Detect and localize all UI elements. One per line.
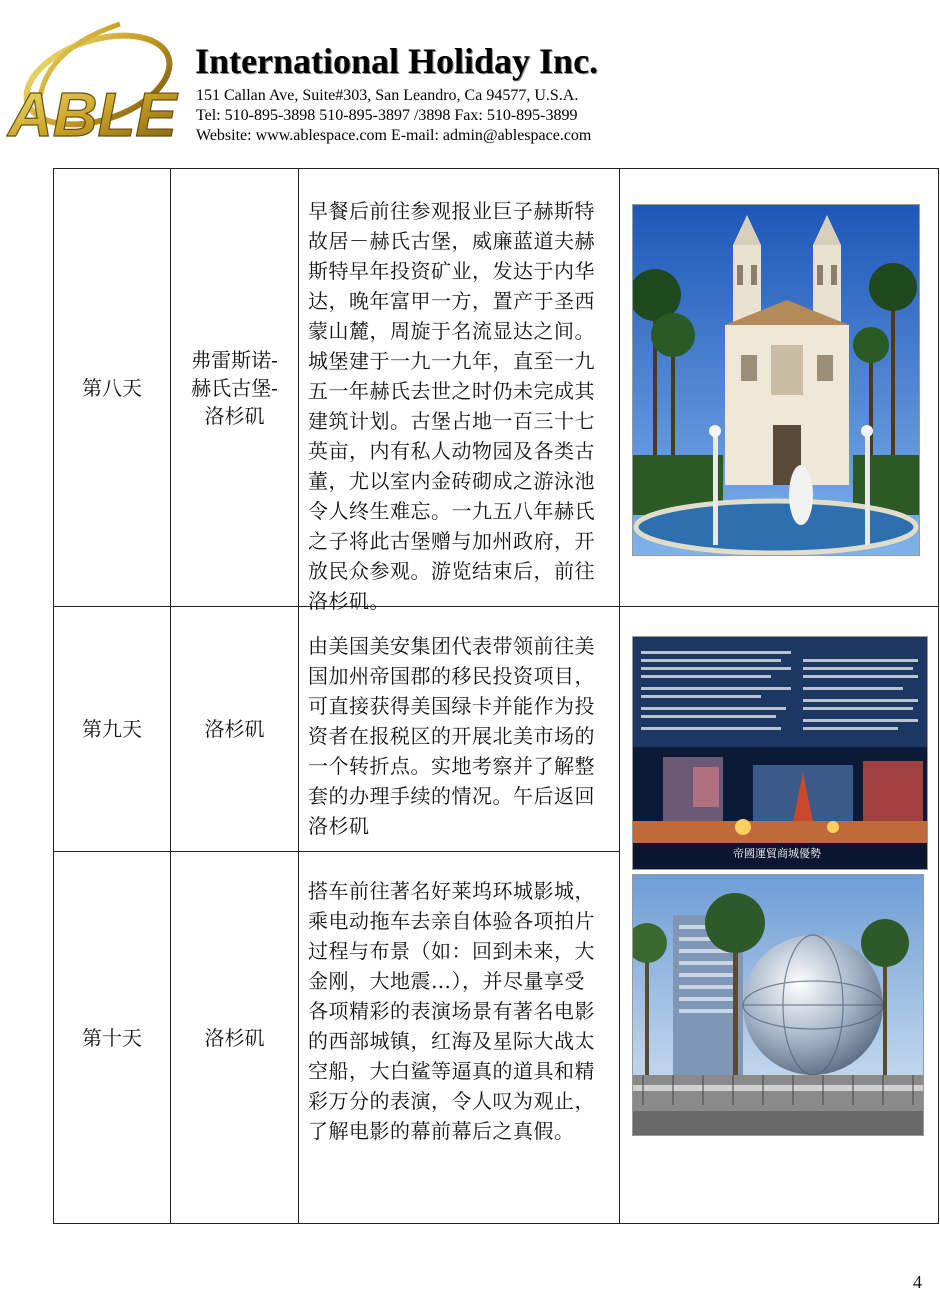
place-line: 洛杉矶 (204, 403, 265, 428)
description-line: 城堡建于一九一九年，直至一九 (308, 349, 595, 373)
day-label: 第十天 (82, 1025, 142, 1050)
place-label: 洛杉矶 (204, 1025, 265, 1050)
place-line: 弗雷斯诺- (191, 347, 278, 372)
day-description (308, 876, 613, 1146)
investment-brochure-photo (632, 636, 928, 870)
day-description (308, 196, 613, 616)
day-label: 第八天 (82, 375, 142, 400)
description-line: 了解电影的幕前幕后之真假。 (308, 1119, 575, 1143)
description-line: 令人终生难忘。一九五八年赫氏 (308, 499, 595, 523)
description-line: 空船，大白鲨等逼真的道具和精 (308, 1059, 595, 1083)
company-name: International Holiday Inc. (195, 41, 599, 81)
description-line: 之子将此古堡赠与加州政府，开 (308, 529, 595, 553)
column-divider (619, 168, 620, 1224)
description-line: 的西部城镇，红海及星际大战太 (308, 1029, 595, 1053)
description-line: 搭车前往著名好莱坞环城影城， (308, 879, 595, 903)
hearst-castle-photo (632, 204, 920, 556)
company-logo (0, 14, 186, 164)
description-line: 五一年赫氏去世之时仍未完成其 (308, 379, 595, 403)
description-line: 过程与布景（如：回到未来，大 (308, 939, 595, 963)
svg-text:ABLE: ABLE (8, 81, 177, 150)
description-line: 早餐后前往参观报业巨子赫斯特 (308, 199, 595, 223)
place-line: 赫氏古堡- (191, 375, 278, 400)
description-line: 彩万分的表演，令人叹为观止， (308, 1089, 595, 1113)
company-address: 151 Callan Ave, Suite#303, San Leandro, Ca 94577, U.S.A. (196, 87, 579, 104)
description-line: 洛杉矶 (308, 814, 370, 838)
description-line: 乘电动拖车去亲自体验各项拍片 (308, 909, 595, 933)
description-line: 董，尤以室内金砖砌成之游泳池 (308, 469, 595, 493)
description-line: 达，晚年富甲一方，置产于圣西 (308, 289, 595, 313)
description-line: 英亩，内有私人动物园及各类古 (308, 439, 595, 463)
day-label: 第九天 (82, 717, 142, 741)
company-phone: Tel: 510-895-3898 510-895-3897 /3898 Fax: 510-895-3899 (196, 107, 578, 124)
page-number: 4 (913, 1272, 922, 1292)
place-label: 洛杉矶 (204, 717, 265, 741)
description-line: 资者在报税区的开展北美市场的 (308, 724, 595, 748)
description-line: 由美国美安集团代表带领前往美 (308, 634, 595, 658)
company-website: Website: www.ablespace.com E-mail: admin@ablespace.com (196, 127, 592, 144)
description-line: 放民众参观。游览结束后，前往 (308, 559, 595, 583)
description-line: 可直接获得美国绿卡并能作为投 (308, 694, 595, 718)
place-label (171, 169, 298, 606)
universal-studios-globe-photo (632, 874, 924, 1136)
column-divider (298, 168, 299, 1224)
description-line: 套的办理手续的情况。午后返回 (308, 784, 595, 808)
day-description (308, 631, 613, 841)
description-line: 建筑计划。古堡占地一百三十七 (308, 409, 595, 433)
table-border (53, 1223, 939, 1224)
description-line: 国加州帝国郡的移民投资项目， (308, 664, 595, 688)
description-line: 斯特早年投资矿业，发达于内华 (308, 259, 595, 283)
table-border (938, 168, 939, 1224)
brochure-caption: 帝國運貿商城優勢 (733, 847, 821, 860)
description-line: 一个转折点。实地考察并了解整 (308, 754, 595, 778)
description-line: 故居－赫氏古堡，威廉蓝道夫赫 (308, 229, 595, 253)
description-line: 各项精彩的表演场景有著名电影 (308, 999, 595, 1023)
description-line: 蒙山麓，周旋于名流显达之间。 (308, 319, 595, 343)
description-line: 洛杉矶。 (308, 589, 390, 613)
description-line: 金刚，大地震…），并尽量享受 (308, 969, 585, 993)
